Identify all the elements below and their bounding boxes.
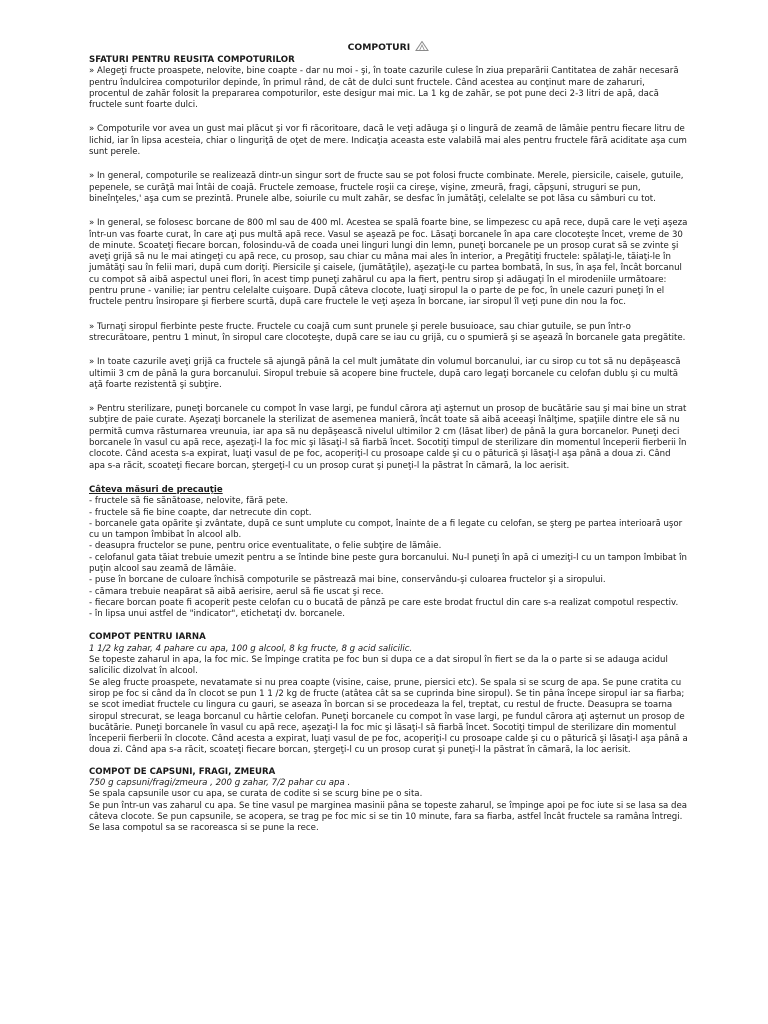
recipe-step: Se pun într-un vas zaharul cu apa. Se tine vasul pe marginea masinii pâna se topeste zaharul, se împinge apoi pe foc iute si se lasa sa dea câteva clocote. Se pun capsunile, se acopera, se trag pe foc mic si se tin 10 minute, fara sa fiarba, astfel încât fructele sa ramâna întregi. Se lasa compotul sa se racoreasca si se pune la rece. bbox=[89, 800, 688, 834]
triangle-a-icon bbox=[415, 41, 429, 51]
page-title bbox=[89, 41, 688, 54]
tip-paragraph: » Alegeţi fructe proaspete, nelovite, bine coapte - dar nu moi - şi, în toate cazurile culese în ziua preparării Cantitatea de zahăr necesară pentru îndulcirea compoturilor depinde, în primul rând, de cât de dulci sunt fructele. Când acestea au conţinut mare de zaharuri, procentul de zahăr folosit la prepararea compoturilor, este desigur mai mic. La 1 kg de zahăr, se pot pune deci 2-3 litri de apă, dacă fructele sunt foarte dulci. bbox=[89, 66, 679, 111]
recipe-title: COMPOT DE CAPSUNI, FRAGI, ZMEURA bbox=[89, 766, 276, 777]
tip-paragraph: » Compoturile vor avea un gust mai plăcut şi vor fi răcoritoare, dacă le veţi adăuga şi o lingură de zeamă de lămâie pentru fiecare litru de lichid, iar în lipsa acesteia, chiar o linguriţă de oţet de mere. Indicaţia aceasta este valabilă mai ales pentru fructele fără aciditate aşa cum sunt perele. bbox=[89, 124, 687, 158]
recipe-step: Se topeste zaharul in apa, la foc mic. Se împinge cratita pe foc bun si dupa ce a dat siropul în fiert se da la o parte si se adauga acidul salicilic dizolvat în alcool. bbox=[89, 655, 668, 677]
precaution-item: - cămara trebuie neapărat să aibă aerisire, aerul să fie uscat şi rece. bbox=[89, 586, 384, 597]
tip-paragraph: » In general, se folosesc borcane de 800 ml sau de 400 ml. Acestea se spală foarte bine, se limpezesc cu apă rece, după care le veţi aşeza într-un vas foarte curat, în care aţi pus multă apă rece. Vasul se aşează pe foc. Lăsaţi borcanele în apa care clocoteşte încet, vreme de 30 de minute. Scoateţi fiecare borcan, folosindu-vă de coada unei linguri lungi din lemn, puneţi borcanele pe un prosop curat să se zvinte şi aveţi grijă să nu le mai atingeţi cu apă rece, cu prosop, sau chiar cu mâna mai ales în interior, a Pregătiţi fructele: spălaţi-le, tăiaţi-le în jumătăţi sau în felii mari, după cum doriţi. Piersicile şi caisele, (jumătăţile), aşezaţi-le cu partea bombată, în sus, în aşa fel, încât borcanul cu compot să aibă aspectul unei flori, în acest timp puneţi zahărul cu apa la fiert, pentru sirop şi adăugaţi în el mirodeniile următoare: pentru prune - vanilie; iar pentru celelalte cuişoare. După câteva clocote, luaţi siropul la o parte de pe foc, în unele cazuri puneţi în el fructele pentru însiropare şi fierbere scurtă, după care fructele le veţi aşeza în borcane, iar siropul îl veţi pune din nou la foc. bbox=[89, 218, 688, 308]
tip-paragraph: » In general, compoturile se realizează dintr-un singur sort de fructe sau se pot folosi fructe combinate. Merele, piersicile, caisele, gutuile, pepenele, se curăţă mai întâi de coajă. Fructele zemoase, fructele roşii ca cireşe, vişine, zmeură, fragi, căpşuni, struguri se pun, bineînţeles,' aşa cum se prezintă. Prunele albe, soiurile cu mult zahăr, se desfac în jumătăţi, celelalte se pot lăsa cu sâmburi cu tot. bbox=[89, 171, 684, 204]
precaution-item: - fructele să fie bine coapte, dar netrecute din copt. bbox=[89, 507, 312, 518]
precaution-item: - puse în borcane de culoare închisă compoturile se păstrează mai bine, conservându-şi culoarea fructelor şi a siropului. bbox=[89, 575, 606, 586]
precaution-item: - borcanele gata opărite şi zvântate, după ce sunt umplute cu compot, înainte de a fi legate cu celofan, se şterg pe partea interioară uşor cu un tampon îmbibat în alcool alb. bbox=[89, 518, 683, 541]
precaution-item: - celofanul gata tăiat trebuie umezit pentru a se întinde bine peste gura borcanului. Nu-l puneţi în apă ci umeziţi-l cu un tampon îmbibat în puţin alcool sau zeamă de lămâie. bbox=[89, 552, 687, 574]
tips-heading: SFATURI PENTRU REUSITA COMPOTURILOR bbox=[89, 55, 295, 65]
tip-paragraph: » Pentru sterilizare, puneţi borcanele cu compot în vase largi, pe fundul cărora aţi aşternut un prosop de bucătărie sau şi mai bine un strat subţire de paie curate. Aşezaţi borcanele la sterilizat de asemenea manieră, încât toate să aibă aceeaşi înălţime, spaţiile dintre ele să nu permită cumva răsturnarea vreunuia, iar apa să nu depăşească nivelul ultimilor 2 cm (lăsat liber) de până la gura borcanelor. Puneţi deci borcanele în vasul cu apă rece, aşezaţi-l la foc mic şi lăsaţi-l să fiarbă încet. Socotiţi timpul de sterilizare din momentul începerii fierberii în clocote. Când acesta s-a expirat, luaţi vasul de pe foc, acoperiţi-l cu prosoape calde şi cu o păturică şi lăsaţi-l aşa până a doua zi. Când apa s-a răcit, scoateţi fiecare borcan, ştergeţi-l cu un prosop curat şi puneţi-l la păstrat în cămară, la loc aerisit. bbox=[89, 404, 687, 471]
tip-paragraph: » Turnaţi siropul fierbinte peste fructe. Fructele cu coajă cum sunt prunele şi perele busuioace, sau chiar gutuile, se pun într-o strecurătoare, pentru 1 minut, în siropul care clocoteşte, după care se iau cu grijă, cu o spumieră şi se aşează în borcanele gata pregătite. bbox=[89, 321, 686, 343]
precaution-item: - fructele să fie sănătoase, nelovite, fără pete. bbox=[89, 496, 289, 507]
recipe-step: Se aleg fructe proaspete, nevatamate si nu prea coapte (visine, caise, prune, piersici etc). Se spala si se scurg de apa. Se pune cratita cu sirop pe foc si când da în clocot se pun 1 1 /2 kg de fructe (atâtea cât sa se cuprinda bine siropul). Se tin pâna începe siropul iar sa fiarba; se scot imediat fructele cu lingura cu gauri, se aseaza în borcan si se procedeaza la fel, treptat, cu restul de fructe. Deasupra se toarna siropul strecurat, se leaga borcanul cu hârtie celofan. Puneţi borcanele cu compot în vase largi, pe fundul cărora aţi aşternut un prosop de bucătărie. Puneţi borcanele în vasul cu apă rece, aşezaţi-l la foc mic şi lăsaţi-l să fiarbă încet. Socotiţi timpul de sterilizare din momentul începerii fierberii în clocote. Când acesta a expirat, luaţi vasul de pe foc, acoperiţi-l cu prosoape calde şi cu o păturică şi lăsaţi-l aşa până a doua zi. Când apa s-a răcit, scoateţi fiecare borcan, ştergeţi-l cu un prosop curat şi puneţi-l la păstrat în cămară, la loc aerisit. bbox=[89, 677, 688, 756]
recipe-ingredients: 1 1/2 kg zahar, 4 pahare cu apa, 100 g alcool, 8 kg fructe, 8 g acid salicilic. bbox=[89, 643, 413, 654]
recipe-ingredients: 750 g capsuni/fragi/zmeura , 200 g zahar, 7/2 pahar cu apa . bbox=[89, 778, 351, 789]
precaution-item: - deasupra fructelor se pune, pentru orice eventualitate, o felie subţire de lămâie. bbox=[89, 541, 442, 552]
page-title-text: COMPOTURI bbox=[347, 42, 411, 53]
precautions-heading: Câteva măsuri de precauţie bbox=[89, 484, 223, 495]
precaution-item: - în lipsa unui astfel de "indicator", etichetaţi dv. borcanele. bbox=[89, 609, 345, 620]
precaution-item: - fiecare borcan poate fi acoperit peste celofan cu o bucată de pânză pe care este brodat fructul din care s-a realizat compotul respectiv. bbox=[89, 597, 679, 608]
tip-paragraph: » In toate cazurile aveţi grijă ca fructele să ajungă până la cel mult jumătate din volumul borcanului, iar cu sirop cu tot să nu depăşească ultimii 3 cm de până la gura borcanului. Siropul trebuie să acopere bine fructele, după caro legaţi borcanele cu celofan dublu şi cu multă aţă foarte rezistentă şi subţire. bbox=[89, 357, 681, 390]
recipe-title: COMPOT PENTRU IARNA bbox=[89, 632, 206, 643]
recipe-step: Se spala capsunile usor cu apa, se curata de codite si se scurg bine pe o sita. bbox=[89, 789, 423, 800]
